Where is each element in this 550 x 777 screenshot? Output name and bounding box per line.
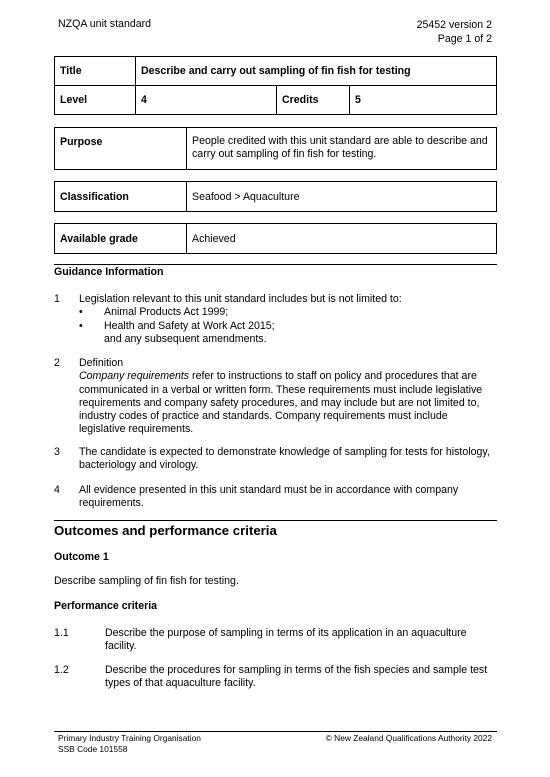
criterion-text: Describe the procedures for sampling in terms of the fish species and sample test types of that aquaculture facility. xyxy=(105,664,488,690)
title-table xyxy=(54,56,497,115)
divider xyxy=(54,264,497,265)
guidance-heading: Guidance Information xyxy=(54,266,164,278)
grade-value: Achieved xyxy=(187,224,497,254)
performance-criterion xyxy=(54,664,497,691)
definition-term: Company requirements xyxy=(79,370,190,383)
footer-org: Primary Industry Training Organisation xyxy=(58,733,201,743)
level-label: Level xyxy=(55,86,136,115)
divider xyxy=(54,520,497,521)
header-version-block xyxy=(417,18,492,46)
bullet-text: Animal Products Act 1999; xyxy=(104,306,229,319)
bullet-icon: • xyxy=(79,306,83,319)
criterion-number: 1.1 xyxy=(54,627,69,639)
footer-copyright: © New Zealand Qualifications Authority 2022 xyxy=(325,733,492,743)
definition-body: refer to instructions to staff on policy and procedures that are communicated in a verbal or written form. These requirements must include legislative requirements and company safety procedures, and may include but are not limited to, industry codes of practice and standards. Company requirements must include legislative requirements. xyxy=(79,370,483,436)
grade-label: Available grade xyxy=(55,224,187,254)
guidance-item-number: 1 xyxy=(54,293,60,305)
bullet-item xyxy=(79,320,497,333)
guidance-item-3 xyxy=(54,446,497,473)
guidance-item-number: 2 xyxy=(54,357,60,369)
header-standard-label: NZQA unit standard xyxy=(58,18,152,30)
purpose-value: People credited with this unit standard are able to describe and carry out sampling of fin fish for testing. xyxy=(187,128,497,170)
guidance-item-text: Legislation relevant to this unit standard includes but is not limited to: xyxy=(79,293,402,305)
header-version: 25452 version 2 xyxy=(416,19,492,31)
bullet-item xyxy=(79,306,497,319)
header-page-number: Page 1 of 2 xyxy=(437,33,492,45)
definition-text xyxy=(79,370,497,436)
criterion-text: Describe the purpose of sampling in terms of its application in an aquaculture facility. xyxy=(105,627,467,653)
criterion-number: 1.2 xyxy=(54,664,69,676)
outcome-text: Describe sampling of fin fish for testing. xyxy=(54,575,239,587)
guidance-item-tail: and any subsequent amendments. xyxy=(104,332,267,345)
performance-criteria-label: Performance criteria xyxy=(54,600,158,612)
guidance-item-number: 3 xyxy=(54,446,60,458)
outcome-label: Outcome 1 xyxy=(54,551,109,563)
footer-org-block xyxy=(58,733,201,755)
guidance-item-1 xyxy=(54,293,497,346)
definition-heading: Definition xyxy=(79,357,124,369)
bullet-text: Health and Safety at Work Act 2015; xyxy=(104,319,275,332)
credits-label: Credits xyxy=(277,86,350,115)
guidance-item-4 xyxy=(54,484,497,511)
bullet-icon: • xyxy=(79,319,83,332)
classification-label: Classification xyxy=(55,182,187,212)
grade-table xyxy=(54,223,497,254)
guidance-item-2 xyxy=(54,357,497,437)
purpose-label: Purpose xyxy=(55,128,187,170)
credits-value: 5 xyxy=(350,86,497,115)
classification-table xyxy=(54,181,497,212)
guidance-item-text: The candidate is expected to demonstrate knowledge of sampling for tests for histology, bacteriology and virology. xyxy=(79,446,490,472)
level-value: 4 xyxy=(136,86,277,115)
title-label: Title xyxy=(55,57,136,86)
title-value: Describe and carry out sampling of fin fish for testing xyxy=(136,57,497,86)
purpose-table xyxy=(54,127,497,170)
classification-value: Seafood > Aquaculture xyxy=(187,182,497,212)
footer-ssb-code: SSB Code 101558 xyxy=(58,744,128,754)
performance-criterion xyxy=(54,627,497,654)
footer-divider xyxy=(54,731,497,732)
outcomes-heading: Outcomes and performance criteria xyxy=(54,523,277,538)
guidance-item-text: All evidence presented in this unit standard must be in accordance with company requirements. xyxy=(79,484,459,510)
guidance-item-number: 4 xyxy=(54,484,60,496)
